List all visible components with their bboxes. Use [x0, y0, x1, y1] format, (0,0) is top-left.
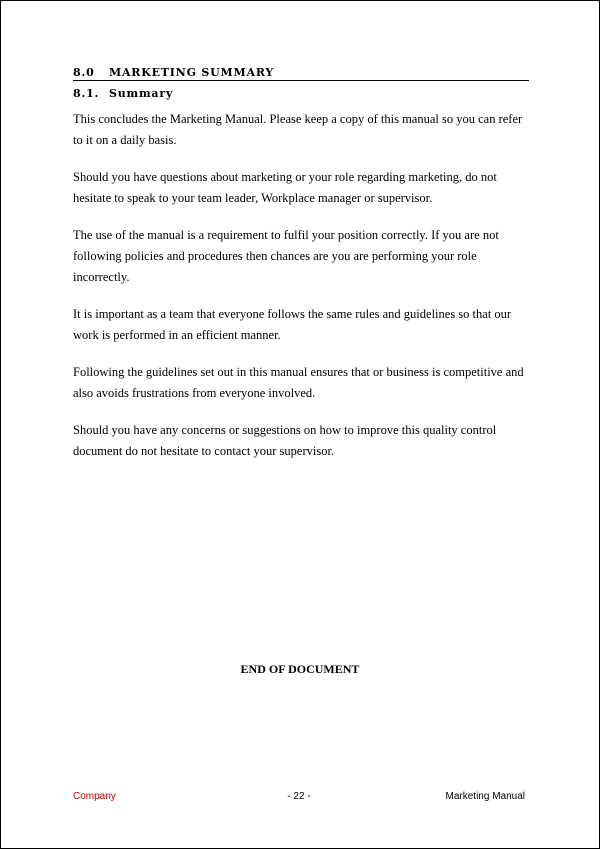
subsection-title: Summary — [109, 87, 174, 100]
footer-document-name: Marketing Manual — [445, 791, 525, 802]
end-of-document: END OF DOCUMENT — [240, 662, 360, 676]
paragraph: The use of the manual is a requirement to fulfil your position correctly. If you are not following policies and procedures then chances are you are performing your role incorrectly. — [73, 228, 499, 284]
footer-company: Company — [73, 791, 116, 802]
page-footer — [73, 791, 525, 805]
section-heading — [73, 66, 529, 81]
section-number: 8.0 — [73, 66, 95, 79]
paragraph: It is important as a team that everyone follows the same rules and guidelines so that our work is performed in an efficient manner. — [73, 307, 512, 342]
paragraph: Should you have questions about marketing or your role regarding marketing, do not hesitate to speak to your team leader, Workplace manager or supervisor. — [73, 170, 497, 205]
footer-page-number: - 22 - — [287, 791, 311, 802]
section-title: MARKETING SUMMARY — [109, 66, 275, 79]
subsection-number: 8.1. — [73, 87, 100, 100]
paragraph: This concludes the Marketing Manual. Please keep a copy of this manual so you can refer to it on a daily basis. — [73, 112, 523, 147]
subsection-heading — [73, 87, 173, 100]
paragraph: Should you have any concerns or suggestions on how to improve this quality control document do not hesitate to contact your supervisor. — [73, 423, 497, 458]
body-text — [73, 109, 533, 478]
paragraph: Following the guidelines set out in this manual ensures that or business is competitive and also avoids frustrations from everyone involved. — [73, 365, 524, 400]
